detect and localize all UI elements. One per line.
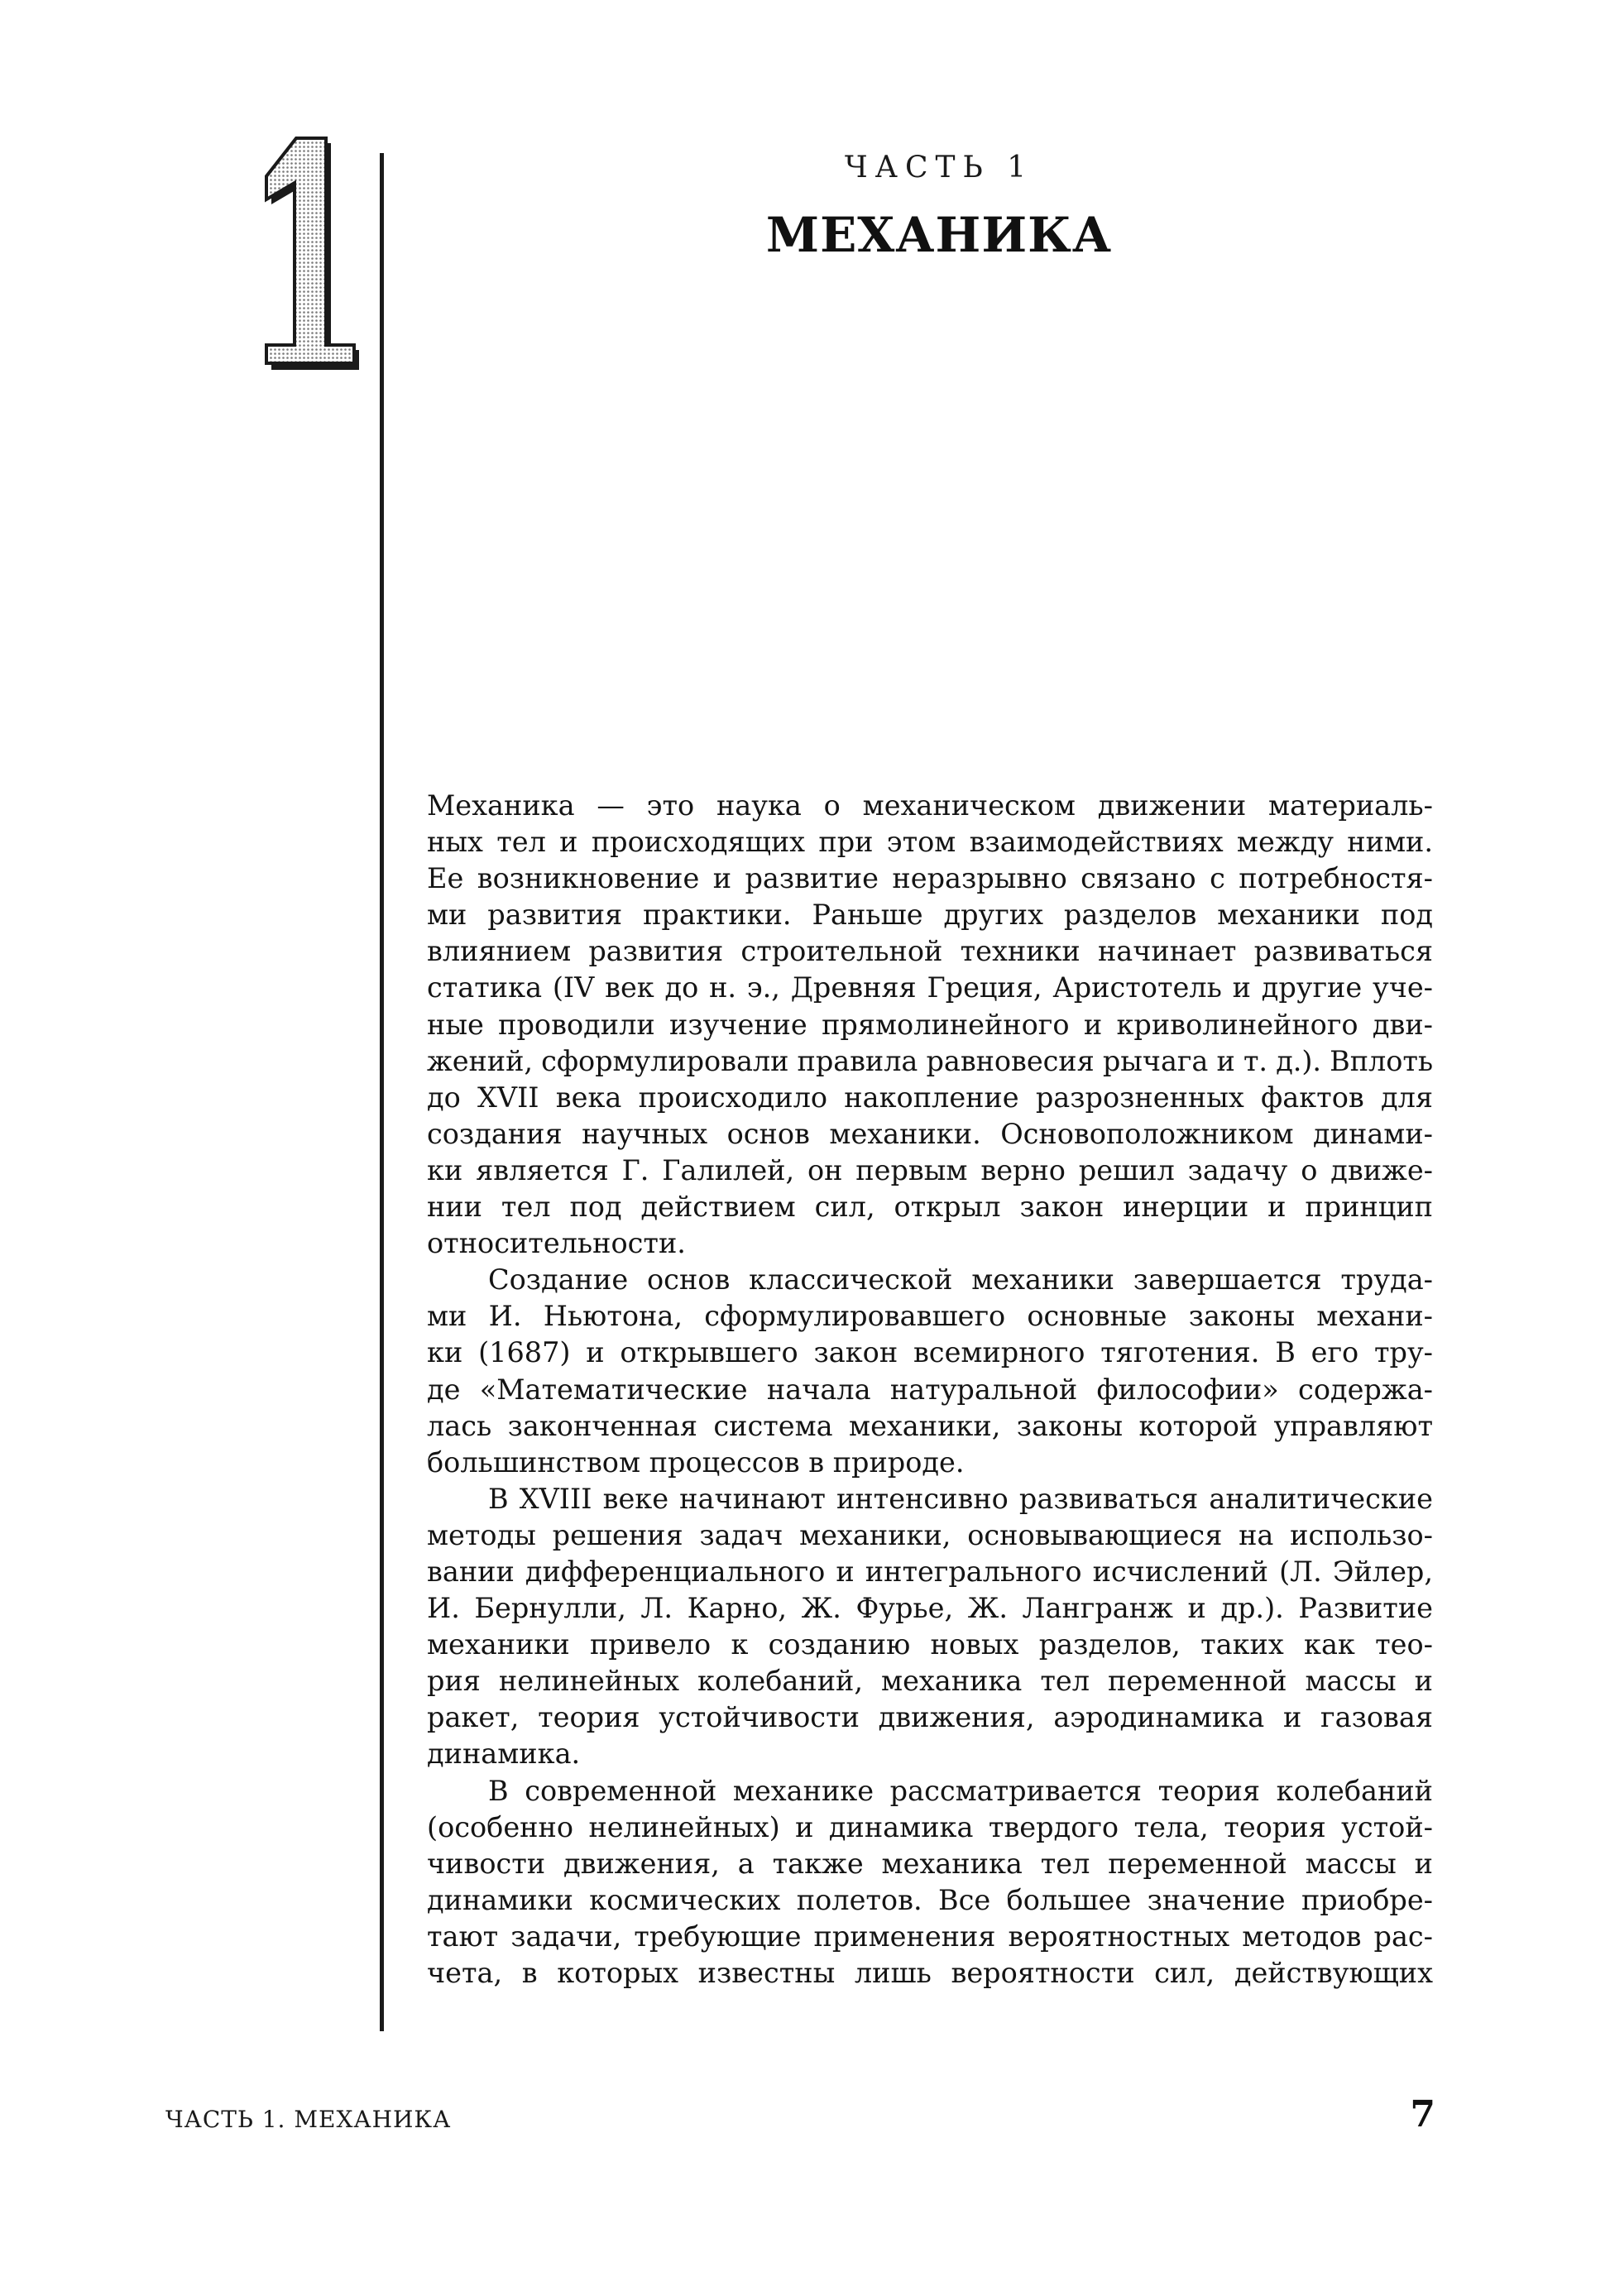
text-line: чивости движения, а также механика тел переменной массы и bbox=[427, 1847, 1433, 1880]
text-line: Ее возникновение и развитие неразрывно связано с потребностя- bbox=[427, 862, 1433, 895]
text-line: до XVII века происходило накопление разрозненных фактов для bbox=[427, 1081, 1433, 1114]
text-line: статика (IV век до н. э., Древняя Греция, Аристотель и другие уче- bbox=[427, 971, 1433, 1004]
text-line: Механика — это наука о механическом движении материаль- bbox=[427, 789, 1433, 822]
text-line: вании дифференциального и интегрального исчислений (Л. Эйлер, bbox=[427, 1555, 1433, 1588]
text-line: ки является Г. Галилей, он первым верно решил задачу о движе- bbox=[427, 1153, 1433, 1186]
text-line: методы решения задач механики, основывающиеся на использо- bbox=[427, 1518, 1433, 1551]
text-line: большинством процессов в природе. bbox=[427, 1445, 965, 1479]
running-head: ЧАСТЬ 1. МЕХАНИКА bbox=[165, 2106, 452, 2133]
text-line: де «Математические начала натуральной философии» содержа- bbox=[427, 1373, 1433, 1406]
text-line: динамика. bbox=[427, 1738, 581, 1771]
text-line: нии тел под действием сил, открыл закон инерции и принцип bbox=[427, 1191, 1433, 1224]
text-line: лась законченная система механики, законы которой управляют bbox=[427, 1409, 1433, 1442]
page-number: 7 bbox=[1410, 2093, 1435, 2135]
text-line: ракет, теория устойчивости движения, аэродинамика и газовая bbox=[427, 1701, 1433, 1734]
text-line: ми развития практики. Раньше других разделов механики под bbox=[427, 899, 1433, 932]
body-text bbox=[427, 788, 1433, 1992]
text-line: рия нелинейных колебаний, механика тел переменной массы и bbox=[427, 1665, 1433, 1698]
text-line: И. Бернулли, Л. Карно, Ж. Фурье, Ж. Лангранж и др.). Развитие bbox=[427, 1592, 1433, 1625]
text-line: чета, в которых известны лишь вероятности сил, действующих bbox=[427, 1957, 1433, 1989]
text-line: ных тел и происходящих при этом взаимодействиях между ними. bbox=[427, 826, 1433, 859]
text-line: ки (1687) и открывшего закон всемирного тяготения. В его тру- bbox=[427, 1336, 1433, 1369]
vertical-rule bbox=[380, 153, 384, 2031]
text-line: В XVIII веке начинают интенсивно развиваться аналитические bbox=[488, 1482, 1433, 1515]
text-line: В современной механике рассматривается теория колебаний bbox=[488, 1774, 1433, 1807]
text-line: тают задачи, требующие применения вероятностных методов рас- bbox=[427, 1920, 1433, 1953]
text-line: создания научных основ механики. Основоположником динами- bbox=[427, 1117, 1433, 1150]
chapter-numeral-graphic bbox=[248, 137, 372, 372]
text-line: ные проводили изучение прямолинейного и криволинейного дви- bbox=[427, 1008, 1433, 1041]
text-line: динамики космических полетов. Все большее значение приобре- bbox=[427, 1883, 1433, 1916]
part-title: МЕХАНИКА bbox=[765, 207, 1113, 263]
text-line: Создание основ классической механики завершается труда- bbox=[488, 1263, 1433, 1297]
chapter-numeral bbox=[248, 137, 372, 372]
text-line: относительности. bbox=[427, 1227, 686, 1260]
text-line: (особенно нелинейных) и динамика твердого тела, теория устой- bbox=[427, 1810, 1433, 1843]
text-line: влиянием развития строительной техники начинает развиваться bbox=[427, 935, 1433, 968]
text-line: механики привело к созданию новых разделов, таких как тео- bbox=[427, 1628, 1433, 1661]
part-label: ЧАСТЬ 1 bbox=[844, 151, 1034, 185]
text-line: жений, сформулировали правила равновесия рычага и т. д.). Вплоть bbox=[427, 1044, 1433, 1077]
text-line: ми И. Ньютона, сформулировавшего основные законы механи- bbox=[427, 1300, 1433, 1333]
